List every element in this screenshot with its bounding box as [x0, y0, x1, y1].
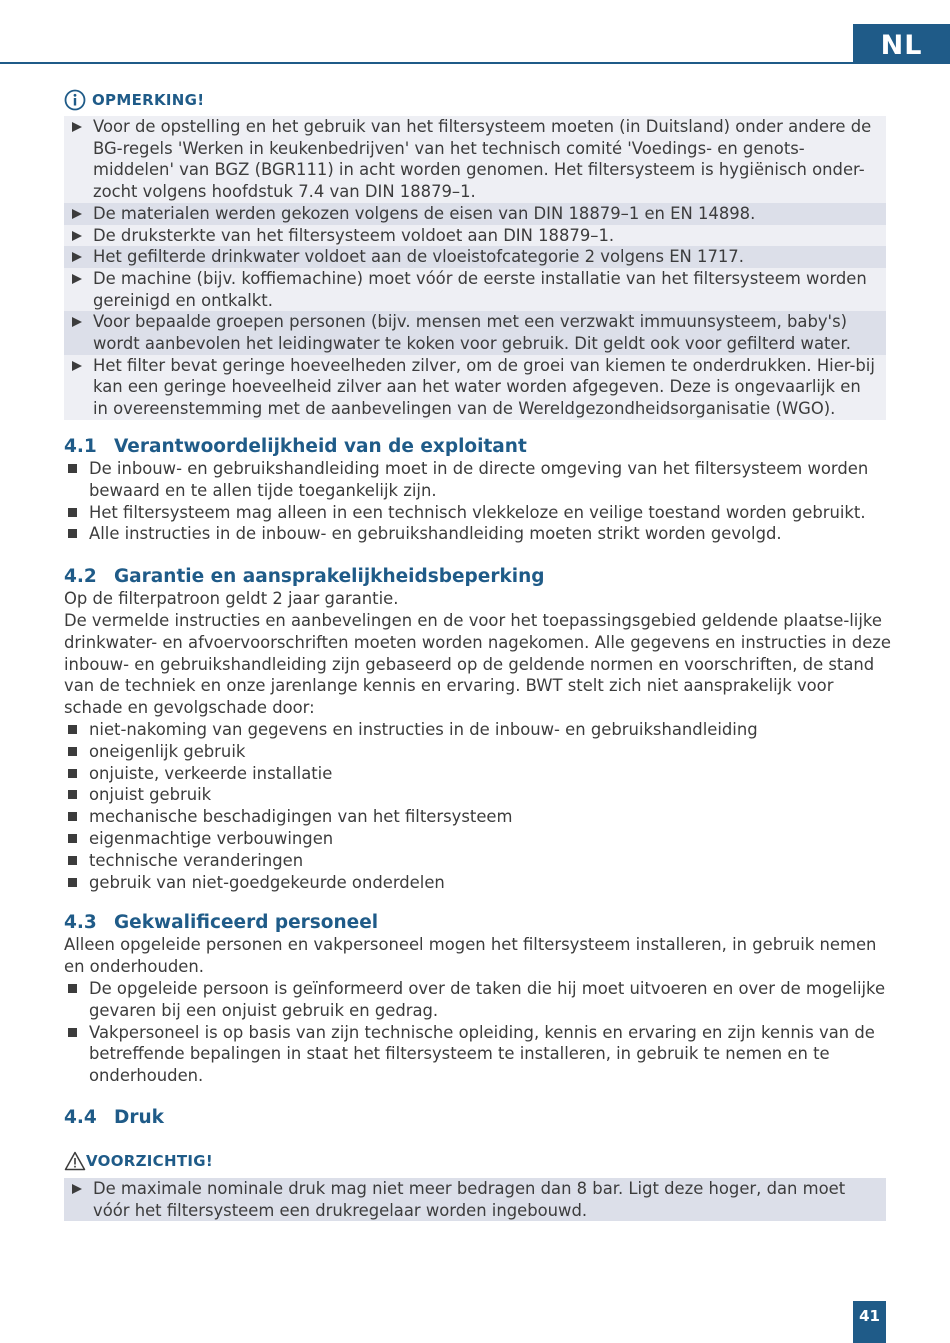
list-item-text: Alle instructies in de inbouw- en gebruikshandleiding moeten strikt worden gevolgd.: [89, 524, 782, 544]
notice-item-text: Het gefilterde drinkwater voldoet aan de vloeistofcategorie 2 volgens EN 1717.: [93, 247, 744, 267]
section-heading-4-3: [64, 910, 378, 936]
notice-item-text: Het filter bevat geringe hoeveelheden zilver, om de groei van kiemen te onderdrukken. Hier-bij kan een geringe hoeveelheid zilver aan het water worden afgegeven. Deze is ongevaarlijk en in overeenstemming met de aanbevelingen van de Wereldgezondheidsorganisatie (WGO).: [93, 355, 875, 419]
bullet-triangle-icon: [72, 1184, 82, 1194]
bullet-triangle-icon: [72, 209, 82, 219]
list-item: [64, 850, 894, 872]
notice-heading: [64, 89, 204, 111]
list-item-text: De inbouw- en gebruikshandleiding moet in de directe omgeving van het filtersysteem worden bewaard en te allen tijde toegankelijk zijn.: [89, 459, 869, 500]
bullet-square-icon: [68, 1028, 77, 1037]
section-number: 4.2: [64, 566, 97, 587]
page-number: 41: [853, 1301, 886, 1343]
list-item: [64, 872, 894, 894]
bullet-square-icon: [68, 508, 77, 517]
notice-item-text: De materialen werden gekozen volgens de eisen van DIN 18879–1 en EN 14898.: [93, 203, 756, 223]
list-item-text: niet-nakoming van gegevens en instructies in de inbouw- en gebruikshandleiding: [89, 720, 758, 739]
list-item: [64, 763, 894, 785]
list-item: [64, 458, 894, 502]
bullet-square-icon: [68, 725, 77, 734]
bullet-square-icon: [68, 812, 77, 821]
bullet-triangle-icon: [72, 274, 82, 284]
notice-item: [64, 268, 886, 311]
list-item: [64, 1022, 894, 1087]
section-title: Gekwalificeerd personeel: [114, 912, 379, 933]
notice-item: [64, 116, 886, 203]
list-item-text: mechanische beschadigingen van het filtersysteem: [89, 807, 513, 827]
warning-icon: [64, 1151, 86, 1171]
list-item-text: onjuiste, verkeerde installatie: [89, 763, 333, 783]
list-item-text: Vakpersoneel is op basis van zijn technische opleiding, kennis en ervaring en zijn kennis van de betreffende bepalingen in staat het filtersysteem te installeren, in gebruik te nemen en te onderhouden.: [89, 1022, 875, 1086]
bullet-triangle-icon: [72, 122, 82, 132]
bullet-list-4-2: [64, 719, 894, 893]
section-title: Garantie en aansprakelijkheidsbeperking: [114, 566, 545, 587]
section-number: 4.1: [64, 436, 97, 457]
notice-item: [64, 203, 886, 225]
section-heading-4-2: [64, 564, 545, 590]
notice-box: [64, 116, 886, 420]
section-title: Druk: [114, 1107, 164, 1128]
notice-item: [64, 355, 886, 420]
caution-title: VOORZICHTIG!: [86, 1152, 213, 1170]
notice-item: [64, 311, 886, 354]
list-item-text: oneigenlijk gebruik: [89, 741, 246, 761]
list-item-text: technische veranderingen: [89, 850, 304, 870]
list-item: [64, 523, 894, 545]
bullet-list-4-3: [64, 978, 894, 1087]
bullet-square-icon: [68, 747, 77, 756]
bullet-square-icon: [68, 464, 77, 473]
bullet-triangle-icon: [72, 252, 82, 262]
list-item-text: eigenmachtige verbouwingen: [89, 828, 334, 848]
notice-item-text: De druksterkte van het filtersysteem voldoet aan DIN 18879–1.: [93, 225, 615, 245]
notice-item-text: De machine (bijv. koffiemachine) moet vóór de eerste installatie van het filtersysteem worden gereinigd en ontkalkt.: [93, 268, 867, 310]
list-item: [64, 719, 894, 741]
notice-item-text: Voor de opstelling en het gebruik van het filtersysteem moeten (in Duitsland) onder andere de BG-regels 'Werken in keukenbedrijven' van het technisch comité 'Voedings- en genots-middelen' van BGZ (BGR111) in acht worden genomen. Het filtersysteem is hygiënisch onder-zocht volgens hoofdstuk 7.4 van DIN 18879–1.: [93, 117, 872, 202]
caution-box: [64, 1178, 886, 1221]
bullet-square-icon: [68, 856, 77, 865]
paragraph: Alleen opgeleide personen en vakpersoneel mogen het filtersysteem installeren, in gebruik nemen en onderhouden.: [64, 935, 877, 976]
list-item: [64, 741, 894, 763]
notice-item: [64, 225, 886, 247]
section-heading-4-1: [64, 434, 527, 460]
list-item: [64, 978, 894, 1022]
paragraph: Op de filterpatroon geldt 2 jaar garantie.: [64, 589, 399, 608]
bullet-square-icon: [68, 769, 77, 778]
list-item: [64, 784, 894, 806]
list-item-text: gebruik van niet-goedgekeurde onderdelen: [89, 872, 445, 892]
bullet-square-icon: [68, 878, 77, 887]
caution-heading: [64, 1150, 213, 1172]
header-rule: [0, 62, 950, 64]
paragraph: De vermelde instructies en aanbevelingen en de voor het toepassingsgebied geldende plaatse-lijke drinkwater- en afvoervoorschriften moeten worden nagekomen. Alle gegevens en instructies in deze inbouw- en gebruikshandleiding zijn gebaseerd op de geldende normen en voorschriften, de stand van de techniek en onze jarenlange kennis en ervaring. BWT stelt zich niet aansprakelijk voor schade en gevolgschade door:: [64, 611, 891, 718]
section-heading-4-4: [64, 1105, 164, 1131]
info-icon: [64, 89, 86, 111]
notice-title: OPMERKING!: [92, 91, 205, 109]
bullet-square-icon: [68, 529, 77, 538]
section-number: 4.3: [64, 912, 97, 933]
caution-item: [64, 1178, 886, 1221]
bullet-triangle-icon: [72, 361, 82, 371]
list-item-text: De opgeleide persoon is geïnformeerd over de taken die hij moet uitvoeren en over de mogelijke gevaren bij een onjuist gebruik en gedrag.: [89, 979, 886, 1020]
bullet-square-icon: [68, 790, 77, 799]
caution-item-text: De maximale nominale druk mag niet meer bedragen dan 8 bar. Ligt deze hoger, dan moet vóór het filtersysteem een drukregelaar worden ingebouwd.: [93, 1179, 846, 1220]
bullet-square-icon: [68, 984, 77, 993]
notice-item: [64, 246, 886, 268]
list-item: [64, 828, 894, 850]
section-title: Verantwoordelijkheid van de exploitant: [114, 436, 527, 457]
section-number: 4.4: [64, 1107, 97, 1128]
list-item: [64, 502, 894, 524]
language-tab: NL: [853, 24, 950, 64]
list-item-text: Het filtersysteem mag alleen in een technisch vlekkeloze en veilige toestand worden gebruikt.: [89, 502, 866, 522]
bullet-triangle-icon: [72, 231, 82, 241]
list-item-text: onjuist gebruik: [89, 785, 212, 805]
list-item: [64, 806, 894, 828]
bullet-list-4-1: [64, 458, 894, 545]
notice-item-text: Voor bepaalde groepen personen (bijv. mensen met een verzwakt immuunsysteem, baby's) wordt aanbevolen het leidingwater te koken voor gebruik. Dit geldt ook voor gefilterd water.: [93, 312, 851, 354]
bullet-square-icon: [68, 834, 77, 843]
bullet-triangle-icon: [72, 317, 82, 327]
